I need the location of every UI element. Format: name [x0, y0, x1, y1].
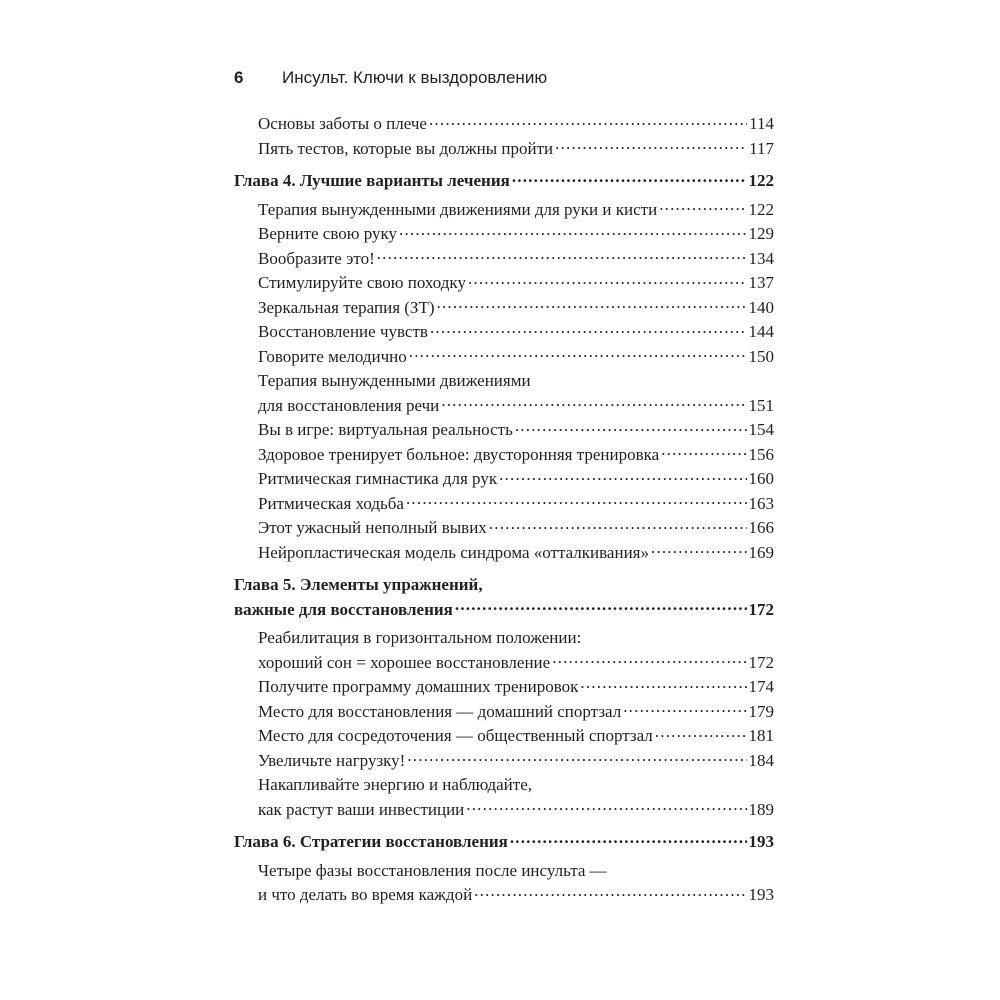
toc-entry-title-line: Пять тестов, которые вы должны пройти — [258, 138, 554, 158]
dot-leader — [655, 724, 747, 741]
toc-entry-title-line: Вообразите это! — [258, 248, 375, 268]
toc-entry-title-line: Нейропластическая модель синдрома «отталкивания» — [258, 542, 649, 562]
toc-entry-line — [258, 798, 774, 823]
toc-entry-line — [258, 418, 774, 443]
dot-leader — [399, 222, 746, 239]
toc-entry[interactable] — [234, 271, 774, 296]
toc-entry[interactable] — [234, 675, 774, 700]
toc-page-number: 156 — [748, 444, 774, 464]
toc-entry[interactable] — [234, 492, 774, 517]
toc-entry-title-line: важные для восстановления — [234, 599, 453, 619]
toc-entry[interactable] — [234, 320, 774, 345]
toc-entry-title-line: Накапливайте энергию и наблюдайте, — [258, 775, 533, 794]
toc-entry[interactable] — [234, 516, 774, 541]
toc-entry-line — [258, 516, 774, 541]
toc-entry-line — [258, 247, 774, 272]
toc-entry-title-line: Глава 6. Стратегии восстановления — [234, 832, 508, 851]
toc-entry-title-line: Место для сосредоточения — общественный спортзал — [258, 726, 653, 745]
dot-leader — [430, 320, 747, 337]
dot-leader — [441, 394, 746, 411]
toc-page-number: 166 — [748, 518, 774, 537]
toc-entry-line — [234, 169, 774, 194]
toc-entry-line — [258, 749, 774, 774]
toc-entry-title-line: Восстановление чувств — [258, 322, 428, 341]
toc-entry[interactable] — [234, 626, 774, 675]
toc-page-number: 154 — [748, 420, 774, 439]
toc-entry[interactable] — [234, 541, 774, 566]
toc-entry-title-line: Терапия вынужденными движениями — [258, 371, 531, 390]
dot-leader — [377, 247, 747, 264]
dot-leader — [407, 749, 746, 766]
toc-entry-title-line: Стимулируйте свою походку — [258, 273, 466, 292]
toc-page-number: 122 — [748, 199, 774, 219]
toc-entry-line — [258, 394, 774, 419]
toc-entry-title-line: Глава 5. Элементы упражнений, — [234, 575, 483, 594]
table-of-contents — [234, 112, 774, 908]
toc-page-number: 184 — [748, 750, 774, 770]
toc-entry[interactable] — [234, 345, 774, 370]
toc-entry-title-line: Ритмическая ходьба — [258, 493, 404, 513]
toc-entry-line — [258, 222, 774, 247]
toc-entry-title-line: Получите программу домашних тренировок — [258, 677, 579, 696]
toc-page-number: 172 — [748, 652, 774, 672]
toc-page-number: 114 — [749, 114, 774, 133]
toc-page-number: 137 — [748, 273, 774, 292]
toc-entry[interactable] — [234, 222, 774, 247]
dot-leader — [468, 271, 747, 288]
toc-entry[interactable] — [234, 296, 774, 321]
dot-leader — [512, 169, 747, 186]
toc-entry-title-line: Основы заботы о плече — [258, 114, 427, 133]
dot-leader — [515, 418, 747, 435]
toc-entry-title-line: Глава 4. Лучшие варианты лечения — [234, 171, 510, 190]
dot-leader — [437, 296, 747, 313]
toc-page-number: 122 — [748, 171, 774, 190]
toc-entry-title-line: хороший сон = хорошее восстановление — [258, 652, 551, 672]
toc-entry-line — [258, 137, 774, 162]
toc-chapter-entry[interactable] — [234, 573, 774, 622]
dot-leader — [661, 443, 746, 460]
toc-entry-title-line: Увеличьте нагрузку! — [258, 750, 406, 770]
toc-entry[interactable] — [234, 418, 774, 443]
dot-leader — [474, 883, 746, 900]
toc-chapter-entry[interactable] — [234, 169, 774, 194]
toc-entry-line — [258, 700, 774, 725]
toc-entry-line — [234, 830, 774, 855]
dot-leader — [455, 598, 747, 615]
toc-entry[interactable] — [234, 137, 774, 162]
toc-entry-title-line: Ритмическая гимнастика для рук — [258, 469, 498, 488]
toc-entry[interactable] — [234, 198, 774, 223]
book-title: Инсульт. Ключи к выздоровлению — [282, 68, 548, 87]
toc-entry-title-line: Четыре фазы восстановления после инсульта — — [258, 860, 607, 880]
toc-entry-title-line: Место для восстановления — домашний спортзал — [258, 701, 622, 721]
page-number: 6 — [234, 68, 244, 87]
toc-entry-line — [258, 198, 774, 223]
dot-leader — [555, 137, 747, 154]
toc-page-number: 181 — [748, 726, 774, 745]
toc-entry-line — [258, 675, 774, 700]
toc-page-number: 144 — [748, 322, 774, 341]
toc-entry-title-line: Зеркальная терапия (ЗТ) — [258, 297, 435, 317]
toc-entry-title-line: Терапия вынужденными движениями для руки и кисти — [258, 199, 658, 219]
toc-entry[interactable] — [234, 749, 774, 774]
toc-page-number: 189 — [748, 799, 774, 819]
toc-entry-title-line: для восстановления речи — [258, 395, 440, 415]
toc-entry[interactable] — [234, 443, 774, 468]
toc-entry-line — [258, 883, 774, 908]
toc-entry-title-line: Реабилитация в горизонтальном положении: — [258, 628, 582, 647]
toc-page-number: 129 — [748, 224, 774, 243]
dot-leader — [499, 467, 746, 484]
dot-leader — [651, 541, 747, 558]
toc-entry-line — [258, 296, 774, 321]
toc-page-number: 193 — [748, 885, 774, 904]
toc-entry-line — [258, 492, 774, 517]
dot-leader — [623, 700, 746, 717]
dot-leader — [580, 675, 746, 692]
toc-entry-title-line: и что делать во время каждой — [258, 885, 473, 904]
toc-page-number: 174 — [748, 677, 774, 696]
toc-entry-line — [258, 724, 774, 749]
toc-entry-line — [258, 271, 774, 296]
dot-leader — [552, 651, 746, 668]
toc-entry-line — [258, 651, 774, 676]
dot-leader — [489, 516, 747, 533]
toc-entry-line — [234, 598, 774, 623]
toc-page-number: 172 — [748, 599, 774, 619]
toc-page-number: 134 — [748, 248, 774, 268]
toc-entry-line — [258, 443, 774, 468]
toc-entry-title-line: Этот ужасный неполный вывих — [258, 518, 487, 537]
toc-entry-title-line: Здоровое тренирует больное: двусторонняя тренировка — [258, 444, 660, 464]
toc-entry[interactable] — [234, 724, 774, 749]
toc-entry[interactable] — [234, 247, 774, 272]
toc-page-number: 150 — [748, 346, 774, 366]
toc-entry[interactable] — [234, 700, 774, 725]
dot-leader — [659, 198, 746, 215]
toc-page-number: 117 — [749, 138, 774, 158]
toc-entry-line — [258, 345, 774, 370]
toc-entry-line — [258, 320, 774, 345]
toc-entry-line — [258, 112, 774, 137]
toc-entry-title-line: как растут ваши инвестиции — [258, 799, 465, 819]
toc-page-number: 169 — [748, 542, 774, 562]
toc-entry-line — [258, 541, 774, 566]
dot-leader — [466, 798, 746, 815]
toc-page-number: 193 — [748, 832, 774, 851]
toc-entry[interactable] — [234, 859, 774, 908]
toc-chapter-entry[interactable] — [234, 830, 774, 855]
toc-entry-title-line: Говорите мелодично — [258, 346, 407, 366]
dot-leader — [406, 492, 747, 509]
toc-page-number: 160 — [748, 469, 774, 488]
dot-leader — [429, 112, 747, 129]
toc-entry-title-line: Верните свою руку — [258, 224, 398, 243]
toc-page-number: 151 — [748, 395, 774, 415]
toc-entry[interactable] — [234, 112, 774, 137]
toc-entry[interactable] — [234, 369, 774, 418]
toc-entry-title-line: Вы в игре: виртуальная реальность — [258, 420, 513, 439]
running-head — [234, 66, 547, 90]
dot-leader — [510, 830, 747, 847]
toc-page-number: 140 — [748, 297, 774, 317]
toc-entry-line — [258, 467, 774, 492]
toc-page-number: 179 — [748, 701, 774, 721]
toc-entry[interactable] — [234, 467, 774, 492]
toc-page-number: 163 — [748, 493, 774, 513]
toc-entry[interactable] — [234, 773, 774, 822]
dot-leader — [409, 345, 747, 362]
